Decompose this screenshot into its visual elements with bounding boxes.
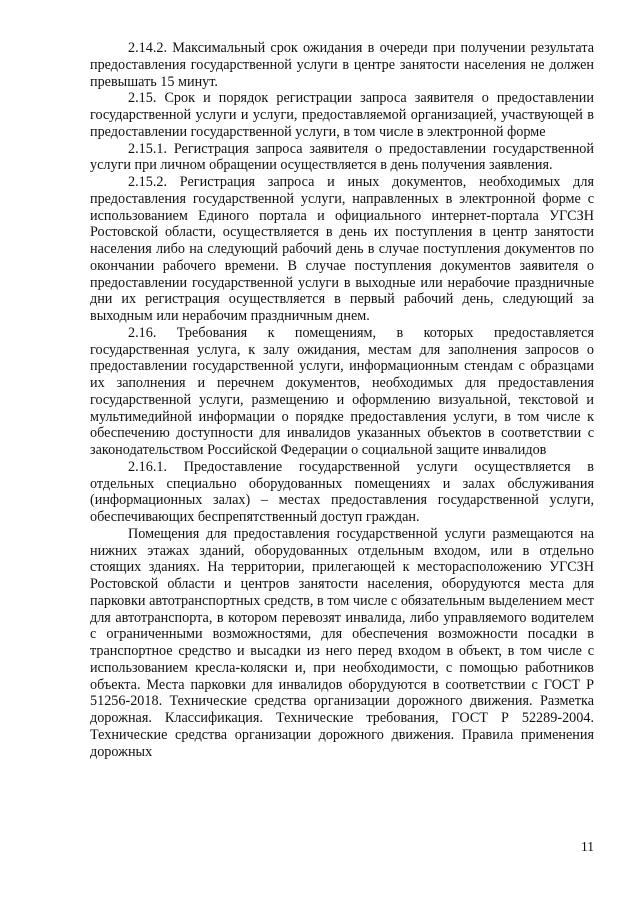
page-number: 11 (581, 839, 594, 854)
paragraph-2-16-1: 2.16.1. Предоставление государственной услуги осуществляется в отдельных специально оборудованных помещениях и залах обслуживания (информационных залах) – местах предоставления государственной услуги, обеспечивающих беспрепятственный доступ граждан. (90, 458, 594, 525)
paragraph-2-15: 2.15. Срок и порядок регистрации запроса заявителя о предоставлении государственной услуги и услуги, предоставляемой организацией, участвующей в предоставлении государственной услуги, в том числе в электронной форме (90, 90, 594, 140)
paragraph-2-15-2: 2.15.2. Регистрация запроса и иных документов, необходимых для предоставления государственной услуги, направленных в электронной форме с использованием Единого портала и официального интернет-портала УГСЗН Ростовской области, осуществляется в день их поступления в центр занятости населения либо на следующий рабочий день в случае поступления документов по окончании рабочего времени. В случае поступления документов заявителя о предоставлении государственной услуги в выходные или нерабочие праздничные дни их регистрация осуществляется в первый рабочий день, следующий за выходным или нерабочим праздничным днем. (90, 174, 594, 324)
paragraph-2-14-2: 2.14.2. Максимальный срок ожидания в очереди при получении результата предоставления государственной услуги в центре занятости населения не должен превышать 15 минут. (90, 40, 594, 90)
paragraph-2-15-1: 2.15.1. Регистрация запроса заявителя о предоставлении государственной услуги при личном обращении осуществляется в день получения заявления. (90, 140, 594, 174)
paragraph-premises: Помещения для предоставления государственной услуги размещаются на нижних этажах зданий, оборудованных отдельным входом, или в отдельно стоящих зданиях. На территории, прилегающей к месторасположению УГСЗН Ростовской области и центров занятости населения, оборудуются места для парковки автотранспортных средств, в том числе с обязательным выделением мест для автотранспорта, в котором перевозят инвалида, либо управляемого водителем с ограниченными возможностями, для обеспечения возможности посадки в транспортное средство и высадки из него перед входом в объект, в том числе с использованием кресла-коляски и, при необходимости, с помощью работников объекта. Места парковки для инвалидов оборудуются в соответствии с ГОСТ Р 51256-2018. Технические средства организации дорожного движения. Разметка дорожная. Классификация. Технические требования, ГОСТ Р 52289-2004. Технические средства организации дорожного движения. Правила применения дорожных (90, 525, 594, 760)
document-page (90, 40, 594, 760)
paragraph-2-16: 2.16. Требования к помещениям, в которых предоставляется государственная услуга, к залу ожидания, местам для заполнения запросов о предоставлении государственной услуги, информационным стендам с образцами их заполнения и перечнем документов, необходимых для предоставления государственной услуги, размещению и оформлению визуальной, текстовой и мультимедийной информации о порядке предоставления услуги, в том числе к обеспечению доступности для инвалидов указанных объектов в соответствии с законодательством Российской Федерации о социальной защите инвалидов (90, 324, 594, 458)
